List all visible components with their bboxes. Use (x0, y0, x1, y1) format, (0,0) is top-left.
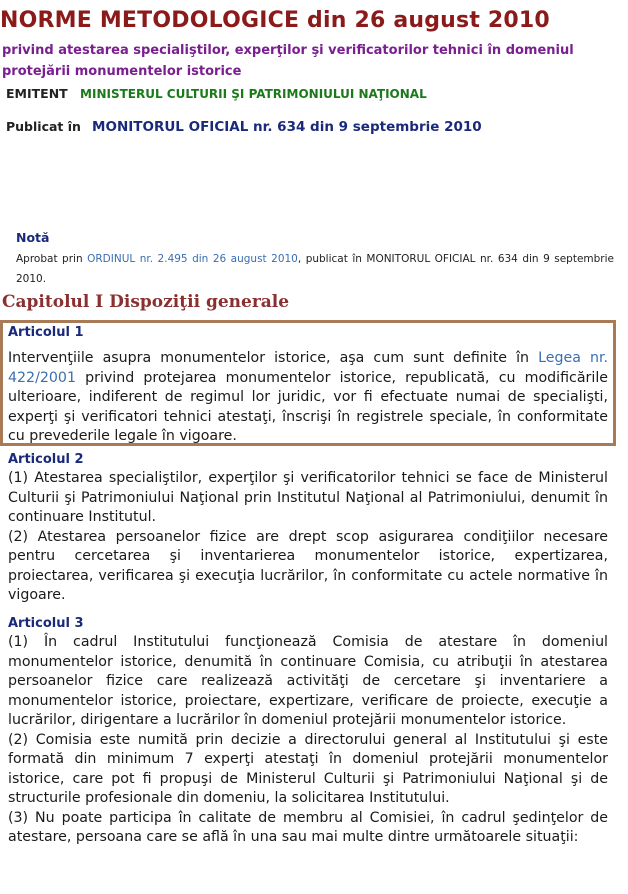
chapter-heading: Capitolul I Dispoziţii generale (2, 292, 290, 312)
article-3-paragraph-3: (3) Nu poate participa în calitate de membru al Comisiei, în cadrul şedinţelor de atestare, persoana care se află în una sau mai multe dintre următoarele situaţii: (8, 809, 608, 845)
nota-title: Notă (16, 230, 50, 245)
lege-link[interactable]: Legea nr. 422/2001 (8, 350, 608, 386)
article-1-text-after: privind protejarea monumentelor istorice, republicată, cu modificările ulterioare, indiferent de regimul lor juridic, vor fi efectuate numai de specialişti, experţi şi verificatori tehnici atestaţi, înscrişi în registrele speciale, în conformitate cu prevederile legale în vigoare. (8, 369, 608, 444)
publicat-row (6, 116, 482, 135)
article-2-paragraph-2: (2) Atestarea persoanelor fizice are drept scop asigurarea condiţiilor necesare pentru cercetarea şi inventarierea monumentelor istorice, expertizarea, proiectarea, verificarea şi execuţia lucrărilor, în conformitate cu actele normative în vigoare. (8, 528, 608, 603)
emitent-value: MINISTERUL CULTURII ŞI PATRIMONIULUI NAŢIONAL (80, 87, 427, 101)
article-3-title: Articolul 3 (8, 616, 84, 631)
emitent-label: EMITENT (6, 86, 68, 101)
document-title: NORME METODOLOGICE din 26 august 2010 (0, 8, 550, 33)
article-1-box (0, 320, 616, 446)
article-3-paragraph-1: (1) În cadrul Institutului funcţionează Comisia de atestare în domeniul monumentelor istorice, denumită în continuare Comisia, cu atribuţii în atestarea persoanelor fizice care realizează activităţi de cercetare şi inventariere a monumentelor istorice, proiectare, expertizare, verificare de proiecte, execuţie a lucrărilor, dirigentare a lucrărilor în domeniul protejării monumentelor istorice. (8, 634, 608, 728)
article-2-paragraph-1: (1) Atestarea specialiştilor, experţilor şi verificatorilor tehnici se face de Ministerul Culturii şi Patrimoniului Naţional prin Institutul Naţional al Patrimoniului, denumit în continuare Institutul. (8, 470, 608, 525)
emitent-row (6, 86, 427, 101)
ordin-link[interactable]: ORDINUL nr. 2.495 din 26 august 2010 (87, 253, 298, 265)
article-1-title: Articolul 1 (8, 325, 84, 340)
article-2 (8, 452, 608, 606)
nota-text-after: , publicat în MONITORUL OFICIAL nr. 634 din 9 septembrie 2010. (16, 253, 614, 285)
article-1-text-before: Intervenţiile asupra monumentelor istorice, aşa cum sunt definite în (8, 350, 539, 366)
publicat-label: Publicat în (6, 119, 81, 134)
document-subtitle: privind atestarea specialiştilor, experţilor şi verificatorilor tehnici în domeniul protejării monumentelor istorice (2, 43, 574, 79)
article-2-title: Articolul 2 (8, 452, 84, 467)
article-1-text (8, 349, 608, 447)
nota-text (16, 249, 614, 289)
article-3 (8, 616, 608, 848)
publicat-value: MONITORUL OFICIAL nr. 634 din 9 septembrie 2010 (92, 119, 482, 135)
nota-text-before: Aprobat prin (16, 253, 88, 265)
article-3-paragraph-2: (2) Comisia este numită prin decizie a directorului general al Institutului şi este formată din minimum 7 experţi atestaţi în domeniul protejării monumentelor istorice, care pot fi propuşi de Ministerul Culturii şi Patrimoniului Naţional şi de structurile profesionale din domeniu, la solicitarea Institutului. (8, 731, 608, 806)
